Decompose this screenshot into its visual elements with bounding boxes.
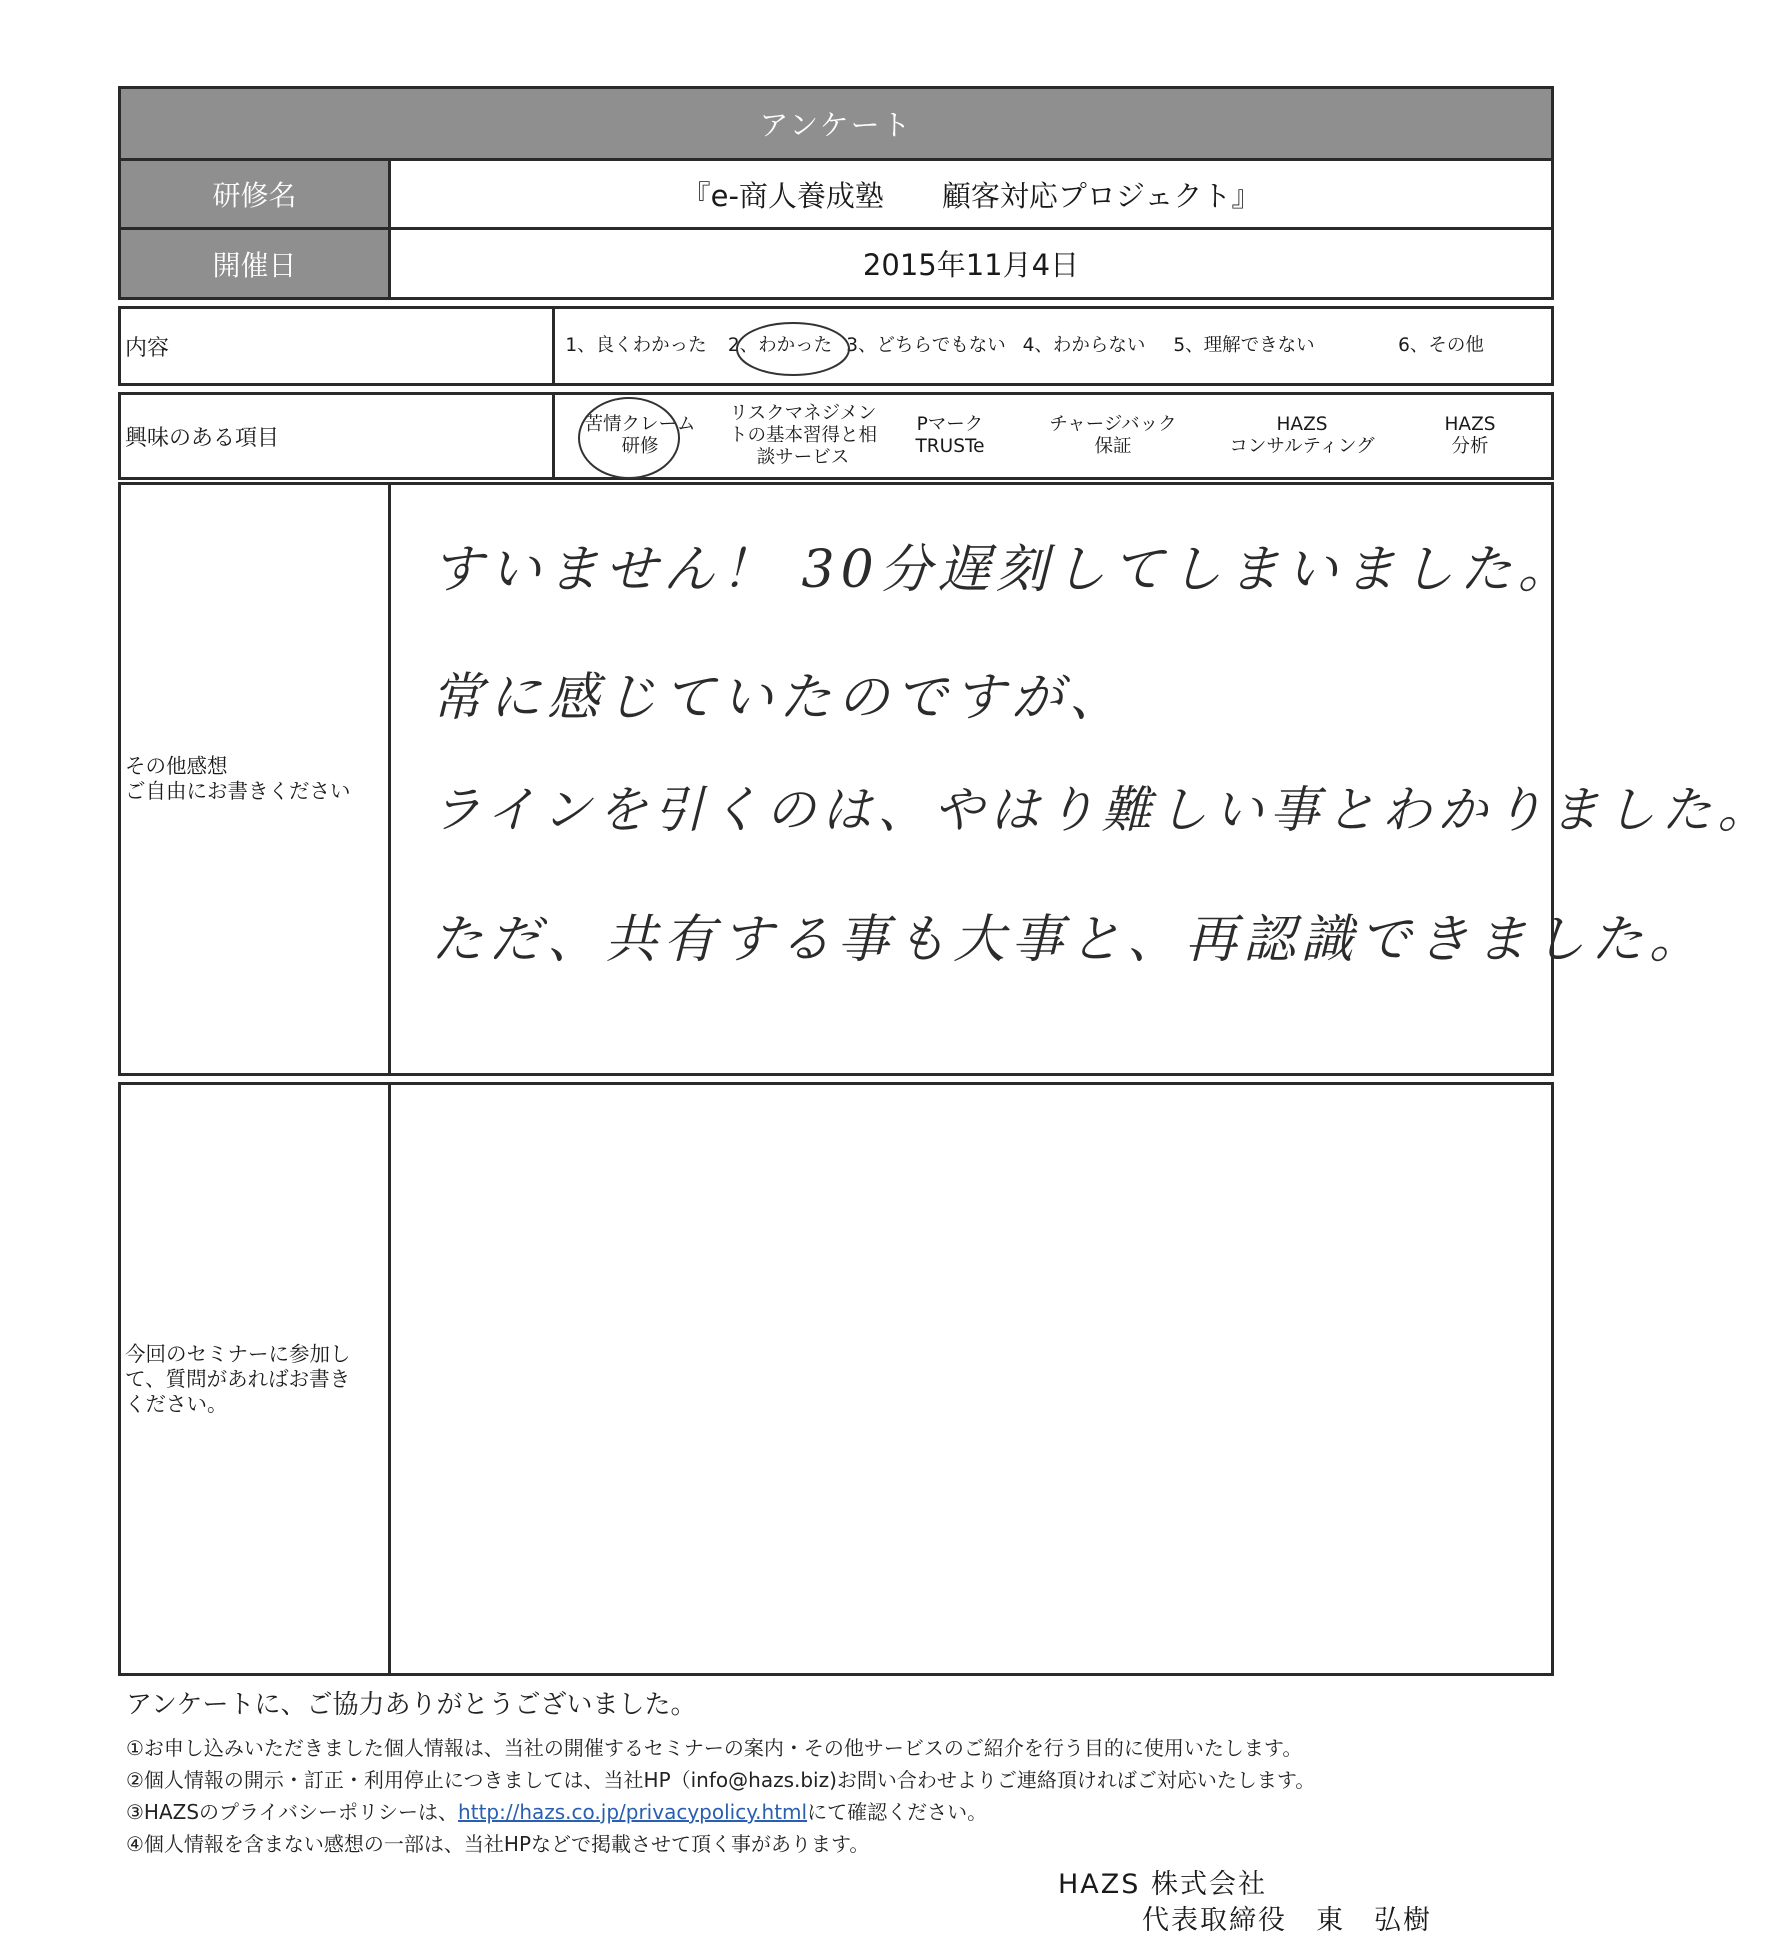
interest-option-pmark[interactable]: Pマーク TRUSTe (915, 414, 985, 457)
interest-option-hazs-analysis[interactable]: HAZS 分析 (1444, 414, 1496, 457)
handwritten-line-3: ラインを引くのは、やはり難しい事とわかりました。 (431, 781, 1774, 839)
interest-label: 興味のある項目 (121, 395, 555, 477)
company-name: HAZS 株式会社 (1058, 1869, 1267, 1900)
handwritten-line-2: 常に感じていたのですが、 (431, 668, 1128, 728)
rating-option-1[interactable]: 1、良くわかった (565, 335, 707, 356)
interest-row (118, 392, 1554, 480)
privacy-note-3 (126, 1796, 987, 1825)
date-value: 2015年11月4日 (862, 248, 1080, 282)
content-rating-label: 内容 (121, 309, 555, 383)
rating-option-2[interactable]: 2、わかった (727, 335, 833, 356)
course-value: 『e-商人養成塾 顧客対応プロジェクト』 (681, 178, 1261, 213)
interest-option-complaint-training[interactable]: 苦情クレーム 研修 (584, 414, 696, 457)
content-rating-options (555, 309, 1551, 383)
interest-option-risk-management[interactable]: リスクマネジメン トの基本習得と相 談サービス (728, 403, 877, 468)
handwritten-line-1: すいません！ 30分遅刻してしまいました。 (431, 540, 1576, 600)
impressions-label: その他感想 ご自由にお書きください (121, 485, 391, 1073)
privacy-note-3-suffix: にて確認ください。 (807, 1800, 988, 1824)
course-label: 研修名 (121, 161, 391, 227)
date-label: 開催日 (121, 230, 391, 297)
questions-label: 今回のセミナーに参加し て、質問があればお書き ください。 (121, 1085, 391, 1673)
thanks-message: アンケートに、ご協力ありがとうございました。 (126, 1690, 697, 1720)
questions-box (118, 1082, 1554, 1676)
interest-options (555, 395, 1551, 477)
privacy-note-2: ②個人情報の開示・訂正・利用停止につきましては、当社HP（info@hazs.biz)お問い合わせよりご連絡頂ければご対応いたします。 (126, 1768, 1316, 1792)
selection-circle-icon (569, 395, 687, 481)
selection-circle-icon (731, 315, 855, 383)
rating-option-6[interactable]: 6、その他 (1398, 335, 1484, 356)
survey-header (118, 86, 1554, 300)
impressions-answer[interactable] (391, 485, 1774, 1073)
rating-option-4[interactable]: 4、わからない (1022, 335, 1146, 356)
impressions-box (118, 482, 1774, 1076)
date-row (121, 230, 1551, 297)
interest-option-hazs-consulting[interactable]: HAZS コンサルティング (1229, 414, 1375, 457)
signer-name: 代表取締役 東 弘樹 (1142, 1905, 1432, 1936)
privacy-note-4: ④個人情報を含まない感想の一部は、当社HPなどで掲載させて頂く事があります。 (126, 1832, 870, 1856)
privacy-policy-link[interactable]: http://hazs.co.jp/privacypolicy.html (458, 1800, 808, 1824)
course-row (121, 161, 1551, 230)
questions-answer[interactable] (391, 1085, 1551, 1673)
survey-title: アンケート (121, 89, 1551, 161)
handwritten-line-4: ただ、共有する事も大事と、再認識できました。 (431, 910, 1708, 970)
rating-option-3[interactable]: 3、どちらでもない (846, 335, 1006, 356)
privacy-note-1: ①お申し込みいただきました個人情報は、当社の開催するセミナーの案内・その他サービスのご紹介を行う目的に使用いたします。 (126, 1736, 1303, 1760)
interest-option-chargeback[interactable]: チャージバック 保証 (1049, 414, 1177, 457)
content-rating-row (118, 306, 1554, 386)
rating-option-5[interactable]: 5、理解できない (1173, 335, 1315, 356)
privacy-note-3-prefix: ③HAZSのプライバシーポリシーは、 (126, 1800, 459, 1824)
